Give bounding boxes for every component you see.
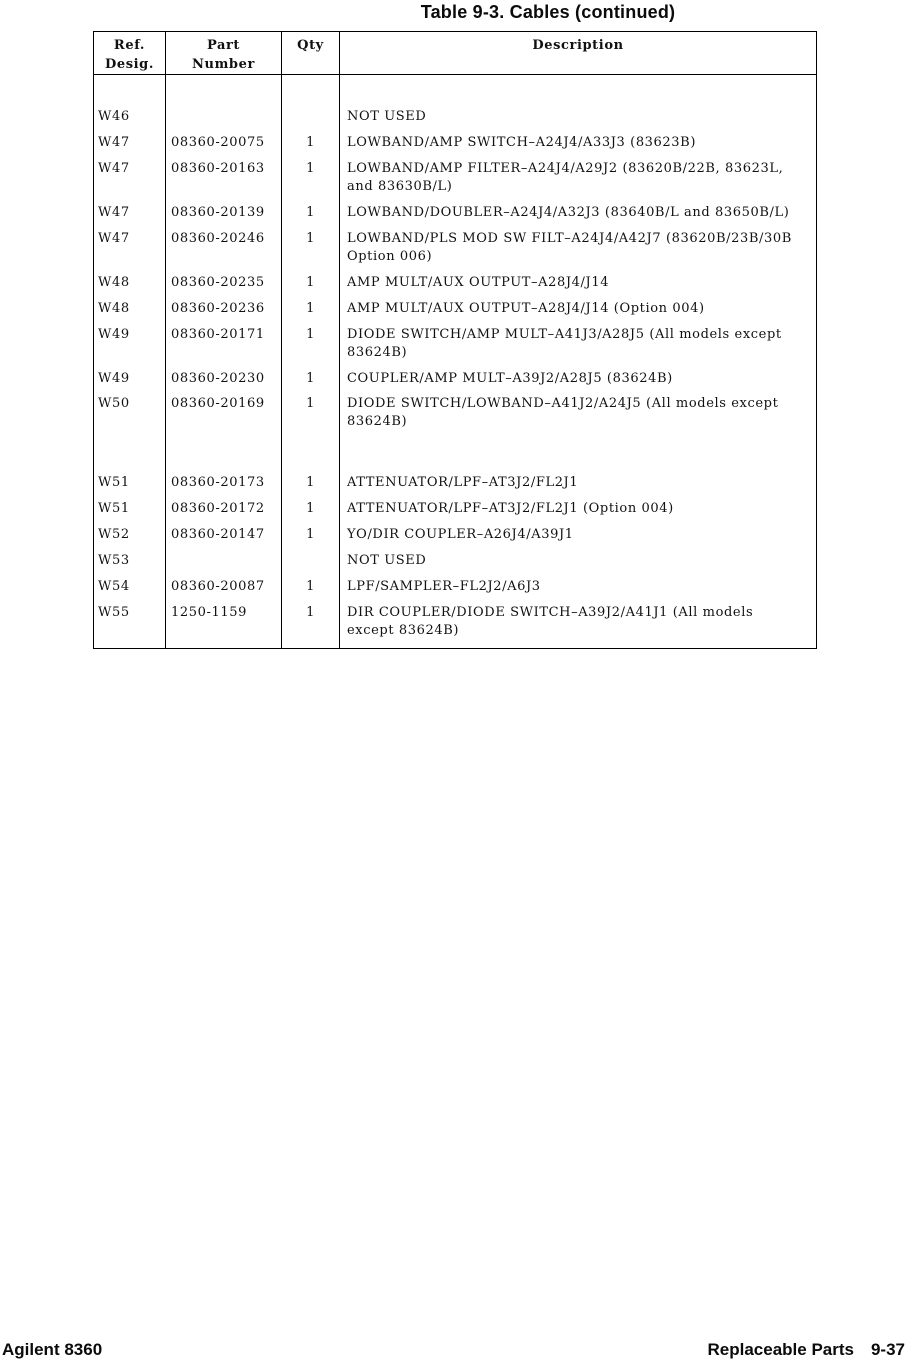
table-cell-desc: COUPLER/AMP MULT–A39J2/A28J5 (83624B): [347, 370, 673, 386]
table-cell-part: 08360-20087: [166, 578, 282, 604]
table-cell-part: 08360-20075: [166, 134, 282, 160]
footer-product-name: Agilent 8360: [2, 1340, 103, 1359]
table-cell-part: 08360-20139: [166, 204, 282, 230]
column-header-line: Ref.: [113, 38, 146, 53]
table-cell-ref: W48: [94, 274, 166, 300]
table-cell-desc: AMP MULT/AUX OUTPUT–A28J4/J14: [347, 274, 610, 290]
table-cell-qty: [282, 75, 340, 134]
column-header-line: Description: [532, 38, 624, 53]
table-cell-part: 08360-20163: [166, 160, 282, 204]
table-cell-ref: W48: [94, 300, 166, 326]
column-header-qty: [282, 32, 340, 74]
table-cell-ref: W51: [94, 474, 166, 500]
table-cell-part: 08360-20172: [166, 500, 282, 526]
table-cell-desc: DIODE SWITCH/LOWBAND–A41J2/A24J5 (All models except 83624B): [347, 396, 779, 430]
page-title: Table 9-3. Cables (continued): [420, 2, 676, 22]
table-cell-desc: AMP MULT/AUX OUTPUT–A28J4/J14 (Option 004): [347, 300, 705, 316]
table-cell-part: 1250-1159: [166, 604, 282, 648]
table-header-row: [94, 32, 816, 75]
table-cell-qty: 1: [282, 160, 340, 204]
table-cell-part: 08360-20169: [166, 395, 282, 474]
table-cell-qty: 1: [282, 370, 340, 396]
table-cell-part: 08360-20246: [166, 230, 282, 274]
table-cell-desc: ATTENUATOR/LPF–AT3J2/FL2J1: [347, 475, 579, 491]
table-cell-ref: W53: [94, 552, 166, 578]
footer-page-number: 9-37: [870, 1340, 905, 1359]
table-cell-part: 08360-20235: [166, 274, 282, 300]
table-cell-qty: [282, 552, 340, 578]
cables-table: [93, 31, 817, 649]
footer-right: [708, 1340, 906, 1360]
table-cell-qty: 1: [282, 300, 340, 326]
table-cell-qty: 1: [282, 578, 340, 604]
table-cell-desc: NOT USED: [347, 553, 427, 569]
table-cell-ref: W46: [94, 75, 166, 134]
column-header-line: Part: [206, 38, 241, 53]
footer-section-name: Replaceable Parts: [707, 1340, 854, 1359]
table-cell-desc: NOT USED: [347, 109, 427, 124]
table-cell-desc: LOWBAND/AMP FILTER–A24J4/A29J2 (83620B/22B, 83623L, and 83630B/L): [347, 160, 784, 194]
table-cell-ref: W47: [94, 160, 166, 204]
table-cell-qty: 1: [282, 526, 340, 552]
table-cell-ref: W52: [94, 526, 166, 552]
table-cell-desc: LPF/SAMPLER–FL2J2/A6J3: [347, 579, 541, 595]
column-header-line: Number: [192, 57, 255, 72]
table-cell-qty: 1: [282, 326, 340, 370]
table-cell-part: [166, 552, 282, 578]
table-cell-ref: W55: [94, 604, 166, 648]
table-cell-part: 08360-20236: [166, 300, 282, 326]
column-header-line: Qty: [297, 38, 324, 53]
table-cell-qty: 1: [282, 204, 340, 230]
table-cell-desc: ATTENUATOR/LPF–AT3J2/FL2J1 (Option 004): [347, 501, 674, 517]
table-body: [94, 75, 816, 648]
table-cell-part: 08360-20230: [166, 370, 282, 396]
table-cell-ref: W51: [94, 500, 166, 526]
table-cell-ref: W50: [94, 395, 166, 474]
column-header-ref-desig: [94, 32, 166, 74]
table-cell-qty: 1: [282, 395, 340, 474]
table-cell-ref: W49: [94, 370, 166, 396]
table-cell-desc: DIODE SWITCH/AMP MULT–A41J3/A28J5 (All models except 83624B): [347, 326, 782, 360]
table-cell-ref: W54: [94, 578, 166, 604]
table-cell-qty: 1: [282, 274, 340, 300]
table-cell-desc: YO/DIR COUPLER–A26J4/A39J1: [347, 527, 574, 543]
column-header-part-number: [166, 32, 282, 74]
table-cell-desc: DIR COUPLER/DIODE SWITCH–A39J2/A41J1 (All models except 83624B): [347, 605, 754, 639]
table-cell-part: 08360-20171: [166, 326, 282, 370]
table-cell-qty: 1: [282, 474, 340, 500]
column-header-line: Desig.: [104, 57, 155, 72]
table-cell-desc: LOWBAND/PLS MOD SW FILT–A24J4/A42J7 (83620B/23B/30B Option 006): [347, 230, 792, 264]
table-cell-ref: W47: [94, 230, 166, 274]
table-cell-ref: W49: [94, 326, 166, 370]
table-cell-desc: LOWBAND/DOUBLER–A24J4/A32J3 (83640B/L and 83650B/L): [347, 204, 790, 220]
table-cell-ref: W47: [94, 134, 166, 160]
table-cell-part: [166, 75, 282, 134]
table-cell-qty: 1: [282, 134, 340, 160]
table-cell-qty: 1: [282, 500, 340, 526]
table-cell-qty: 1: [282, 604, 340, 648]
table-cell-qty: 1: [282, 230, 340, 274]
column-header-description: [340, 32, 816, 74]
table-cell-part: 08360-20147: [166, 526, 282, 552]
page-footer: [0, 1340, 907, 1360]
table-cell-part: 08360-20173: [166, 474, 282, 500]
table-cell-ref: W47: [94, 204, 166, 230]
table-cell-desc: LOWBAND/AMP SWITCH–A24J4/A33J3 (83623B): [347, 134, 696, 150]
